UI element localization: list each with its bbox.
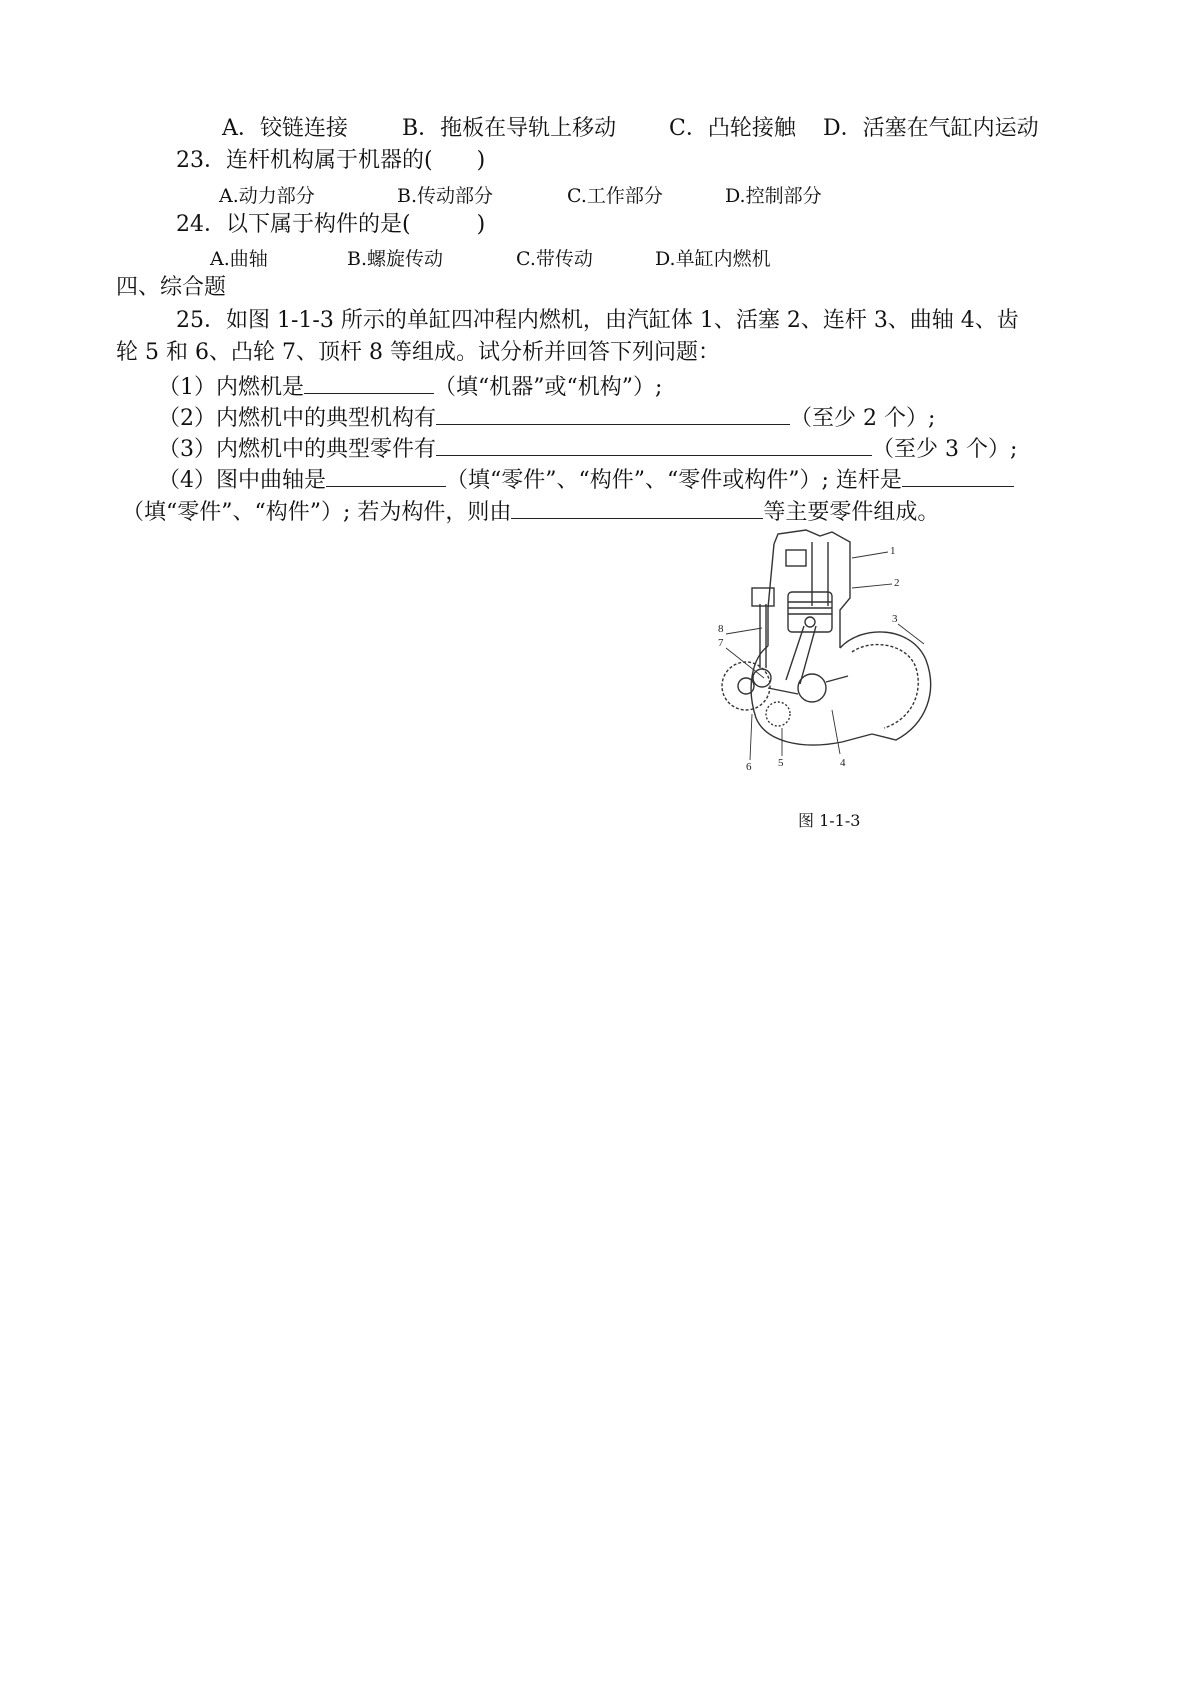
figure-label-6: 6	[746, 761, 752, 773]
figure-label-1: 1	[890, 545, 896, 557]
figure-label-4: 4	[840, 757, 846, 769]
engine-cutaway-figure	[712, 528, 952, 778]
q23-option-a: A.动力部分	[219, 185, 315, 207]
q22-option-c: C．凸轮接触	[669, 116, 796, 141]
q23-option-d: D.控制部分	[725, 185, 822, 207]
q25-part-1-prefix: （1）内燃机是	[158, 375, 304, 400]
q25-part-1	[158, 369, 662, 403]
q25-line-2: 轮 5 和 6、凸轮 7、顶杆 8 等组成。试分析并回答下列问题：	[116, 340, 720, 365]
q25-part-1-suffix: （填“机器”或“机构”）;	[434, 375, 663, 400]
q25-part-4-blank-3[interactable]	[511, 494, 763, 519]
figure-caption: 图 1-1-3	[798, 811, 861, 830]
q25-part-4-blank-1[interactable]	[326, 462, 446, 487]
q22-option-b: B．拖板在导轨上移动	[402, 116, 617, 141]
q24-option-a: A.曲轴	[210, 248, 268, 270]
push-rod-shape	[760, 604, 766, 668]
q25-part-4-blank-2[interactable]	[902, 462, 1014, 487]
engine-drawing	[712, 528, 952, 778]
figure-label-2: 2	[894, 577, 900, 589]
q25-part-2-suffix: （至少 2 个）;	[790, 406, 936, 431]
q25-part-2	[158, 400, 935, 434]
q25-part-4-middle: （填“零件”、“构件”、“零件或构件”）; 连杆是	[446, 468, 902, 493]
q25-part-2-prefix: （2）内燃机中的典型机构有	[158, 406, 436, 431]
q25-part-4-prefix: （4）图中曲轴是	[158, 468, 326, 493]
figure-label-7: 7	[718, 637, 724, 649]
q23-option-c: C.工作部分	[567, 185, 663, 207]
q25-line-1: 25．如图 1-1-3 所示的单缸四冲程内燃机，由汽缸体 1、活塞 2、连杆 3、曲轴 4、齿	[176, 308, 1019, 333]
q25-part-3-suffix: （至少 3 个）;	[872, 437, 1018, 462]
q25-part-4b-prefix: （填“零件”、“构件”）; 若为构件，则由	[122, 500, 512, 525]
figure-label-5: 5	[778, 757, 784, 769]
q25-part-3	[158, 431, 1017, 465]
q25-part-2-blank[interactable]	[436, 400, 790, 425]
q22-option-a: A．铰链连接	[222, 116, 348, 141]
q22-option-d: D．活塞在气缸内运动	[823, 116, 1039, 141]
q25-part-3-prefix: （3）内燃机中的典型零件有	[158, 437, 436, 462]
piston-shape	[788, 592, 832, 632]
q24-stem: 24．以下属于构件的是( )	[176, 212, 486, 237]
q25-part-1-blank[interactable]	[304, 369, 434, 394]
connecting-rod-shape	[786, 626, 816, 684]
crankshaft-shape	[798, 674, 826, 702]
section-4-title: 四、综合题	[116, 275, 227, 300]
q24-option-c: C.带传动	[516, 248, 593, 270]
q23-option-b: B.传动部分	[397, 185, 494, 207]
q24-option-d: D.单缸内燃机	[655, 248, 771, 270]
small-gear-shape	[766, 702, 790, 726]
large-gear-shape	[722, 662, 770, 710]
q25-part-4b-suffix: 等主要零件组成。	[763, 500, 940, 525]
figure-label-3: 3	[892, 613, 898, 625]
q25-part-4-continued	[122, 494, 939, 528]
q24-option-b: B.螺旋传动	[347, 248, 444, 270]
q25-part-4	[158, 462, 1014, 496]
q23-stem: 23．连杆机构属于机器的( )	[176, 148, 486, 173]
figure-label-8: 8	[718, 623, 724, 635]
q25-part-3-blank[interactable]	[436, 431, 872, 456]
